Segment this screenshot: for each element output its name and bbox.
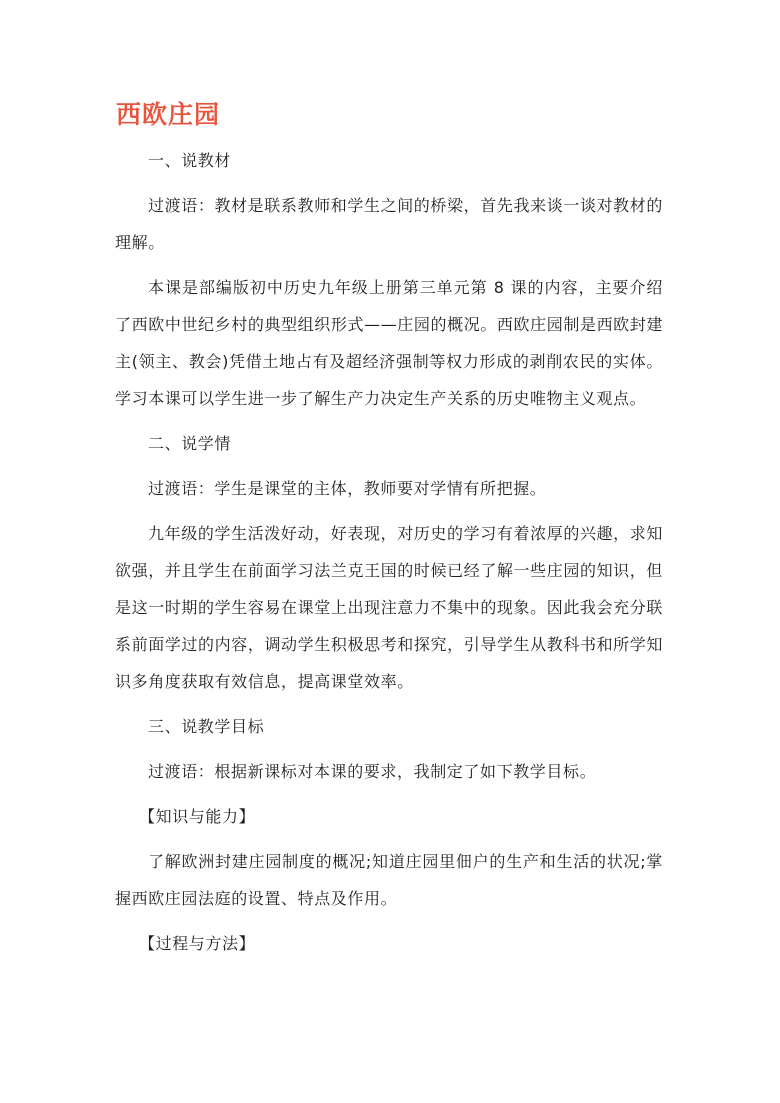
document-body xyxy=(115,142,663,970)
subheading-process-method: 【过程与方法】 xyxy=(139,934,256,953)
transition-paragraph-material: 过渡语：教材是联系教师和学生之间的桥梁，首先我来谈一谈对教材的理解。 xyxy=(115,196,663,252)
transition-paragraph-students: 过渡语：学生是课堂的主体，教师要对学情有所把握。 xyxy=(148,479,547,498)
paragraph-lesson-overview: 本课是部编版初中历史九年级上册第三单元第 8 课的内容，主要介绍了西欧中世纪乡村的典型组织形式——庄园的概况。西欧庄园制是西欧封建主(领主、教会)凭借土地占有及超经济强制等权力形成的剥削农民的实体。学习本课可以学生进一步了解生产力决定生产关系的历史唯物主义观点。 xyxy=(115,278,663,408)
document-title: 西欧庄园 xyxy=(116,100,221,129)
section-heading-teaching-goals: 三、说教学目标 xyxy=(148,717,265,736)
transition-paragraph-goals: 过渡语：根据新课标对本课的要求，我制定了如下教学目标。 xyxy=(148,762,597,781)
section-heading-student-analysis: 二、说学情 xyxy=(148,434,232,453)
section-heading-teaching-material: 一、说教材 xyxy=(148,151,232,170)
paragraph-knowledge-goals: 了解欧洲封建庄园制度的概况;知道庄园里佃户的生产和生活的状况;掌握西欧庄园法庭的设置、特点及作用。 xyxy=(115,852,663,908)
paragraph-student-analysis: 九年级的学生活泼好动，好表现，对历史的学习有着浓厚的兴趣，求知欲强，并且学生在前面学习法兰克王国的时候已经了解一些庄园的知识，但是这一时期的学生容易在课堂上出现注意力不集中的现象。因此我会充分联系前面学过的内容，调动学生积极思考和探究，引导学生从教科书和所学知识多角度获取有效信息，提高课堂效率。 xyxy=(115,524,663,691)
subheading-knowledge-ability: 【知识与能力】 xyxy=(139,807,256,826)
